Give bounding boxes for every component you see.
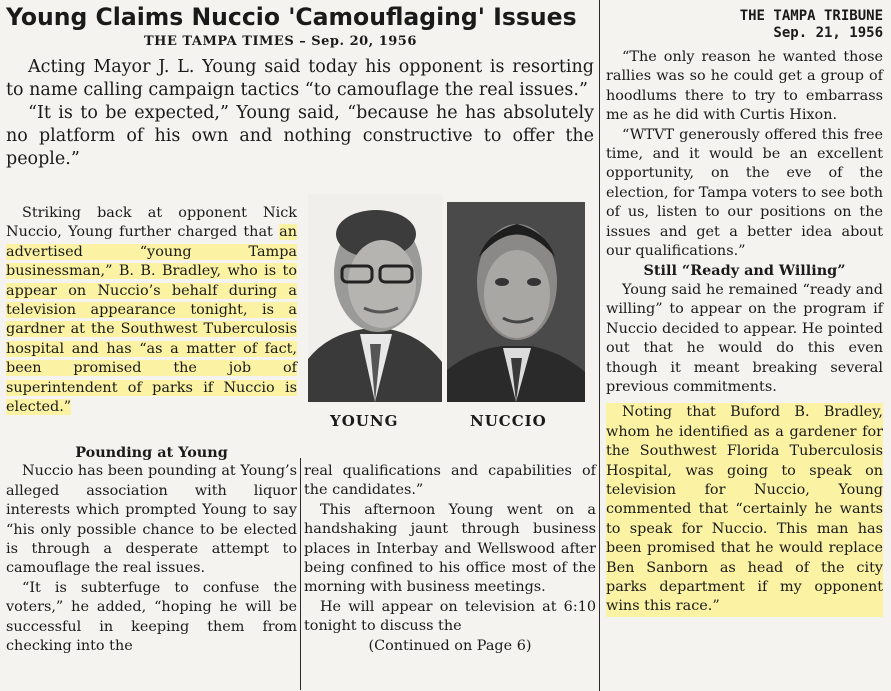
col1-paragraph-3: “It is subterfuge to confuse the voters,” he added, “hoping he will be successful in keeping them from checking into the	[6, 579, 297, 655]
col3-paragraph-3: Young said he remained “ready and willing” to appear on the program if Nuccio decided to appear. He pointed out that he would do this even though it meant breaking several previous commitments.	[606, 281, 883, 395]
caption-young: YOUNG	[330, 412, 399, 430]
col3-subhead: Still “Ready and Willing”	[643, 262, 846, 280]
col3-paragraph-4: Noting that Buford B. Bradley, whom he identified as a gardener for the Southwest Florida Tuberculosis Hospital, was going to speak on television for Nuccio, Young commented that “certainly he wants to speak for Nuccio. This man has been promised that he would replace Ben Sanborn as head of the city parks department if my opponent wins this race.”	[606, 403, 883, 616]
headline: Young Claims Nuccio 'Camouflaging' Issues	[6, 3, 577, 31]
lede-paragraph-2: “It is to be expected,” Young said, “because he has absolutely no platform of his own and nothing constructive to offer the people.”	[6, 103, 594, 169]
column-1-top	[6, 204, 297, 417]
col2-paragraph-3: He will appear on television at 6:10 tonight to discuss the	[304, 598, 596, 635]
caption-nuccio: NUCCIO	[470, 412, 547, 430]
col1-subhead: Pounding at Young	[75, 444, 228, 461]
column-divider	[599, 0, 600, 691]
col2-paragraph-2: This afternoon Young went on a handshaking jaunt through business places in Interbay and Wellswood after being confined to his office most of the morning with business meetings.	[304, 501, 596, 596]
tampa-tribune-masthead	[740, 8, 883, 42]
column-1-bottom	[6, 443, 297, 656]
column-1-2-divider	[300, 458, 301, 690]
col1-highlight: an advertised “young Tampa businessman,” B. B. Bradley, who is to appear on Nuccio’s behalf during a television appearance tonight, is a gardner at the Southwest Tuberculosis hospital and has “as a matter of fact, been promised the job of superintendent of parks if Nuccio is elected.”	[6, 224, 297, 416]
lede-paragraph-1: Acting Mayor J. L. Young said today his opponent is resorting to name calling campaign tactics “to camouflage the real issues.”	[6, 57, 594, 100]
lede-paragraphs	[6, 56, 594, 171]
photo-nuccio	[447, 202, 585, 402]
young-portrait-icon	[308, 194, 442, 402]
continued-note: (Continued on Page 6)	[368, 637, 532, 654]
column-2	[304, 462, 596, 656]
col1-paragraph-2: Nuccio has been pounding at Young’s alleged association with liquor interests which prompted Young to say “his only possible chance to be elected is through a desperate attempt to camouflage the real issues.	[6, 463, 297, 577]
column-3	[606, 48, 883, 617]
tribune-date: Sep. 21, 1956	[773, 25, 883, 41]
tribune-name: THE TAMPA TRIBUNE	[739, 8, 883, 24]
photo-young	[308, 194, 442, 402]
nuccio-portrait-icon	[447, 202, 585, 402]
col1-paragraph-1: Striking back at opponent Nick Nuccio, Young further charged that an advertised “young Tampa businessman,” B. B. Bradley, who is to appear on Nuccio’s behalf during a television appearance tonight, is a gardner at the Southwest Tuberculosis hospital and has “as a matter of fact, been promised the job of superintendent of parks if Nuccio is elected.”	[6, 205, 297, 416]
col3-paragraph-1: “The only reason he wanted those rallies was so he could get a group of hoodlums there to try to embarrass me as he did with Curtis Hixon.	[606, 49, 883, 124]
tampa-times-dateline: THE TAMPA TIMES – Sep. 20, 1956	[144, 34, 417, 49]
col3-paragraph-2: “WTVT generously offered this free time, and it would be an excellent opportunity, on the eve of the election, for Tampa voters to see both of us, listen to our positions on the issues and get a better idea about our qualifications.”	[606, 126, 883, 260]
col2-paragraph-1: real qualifications and capabilities of the candidates.”	[304, 463, 596, 499]
